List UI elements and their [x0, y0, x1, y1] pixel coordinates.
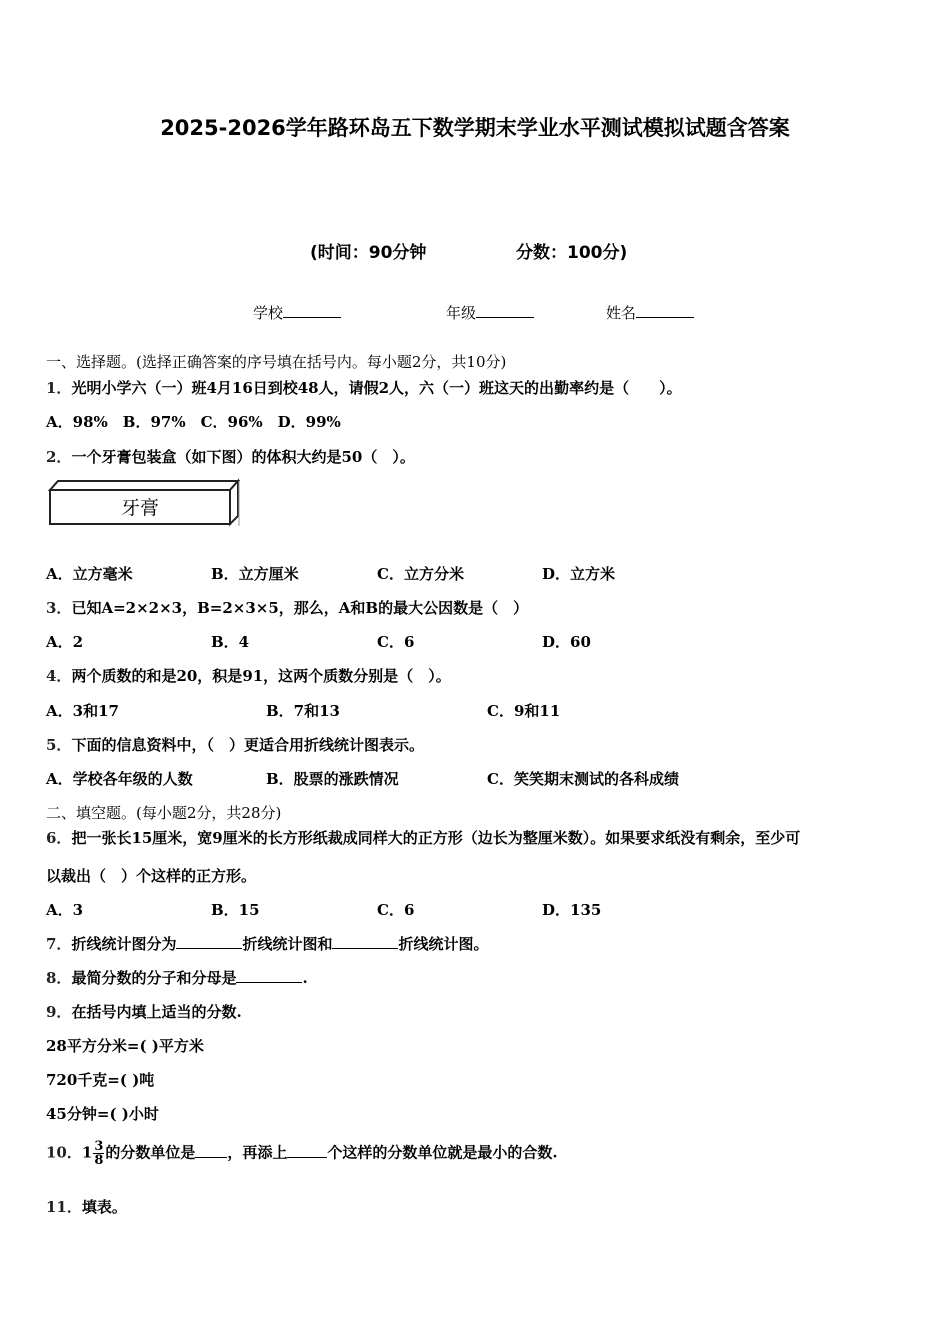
fraction-denominator: 8	[94, 1153, 104, 1168]
question-text: 填表。	[81, 1198, 127, 1216]
question-number: 5．	[46, 736, 72, 754]
question-text: 个这样的分数单位就是最小的合数.	[327, 1143, 558, 1162]
section-choice-heading: 一、选择题。(选择正确答案的序号填在括号内。每小题2分，共10分)	[46, 353, 507, 371]
fraction-numerator: 3	[94, 1139, 104, 1154]
question-6	[46, 827, 800, 848]
answer-blank[interactable]	[195, 1156, 227, 1158]
q6-option-d: D．135	[542, 901, 602, 919]
school-field[interactable]	[253, 302, 341, 323]
question-6-continued: 以裁出（ ）个这样的正方形。	[46, 867, 257, 885]
fraction	[93, 1140, 104, 1167]
question-text: 两个质数的和是20，积是91，这两个质数分别是（ ）。	[71, 667, 451, 685]
name-label: 姓名	[606, 304, 637, 322]
question-number: 1．	[46, 379, 72, 397]
question-number: 7．	[46, 935, 72, 953]
question-text: 已知A=2×2×3，B=2×3×5，那么，A和B的最大公因数是（ ）	[71, 599, 529, 617]
q3-option-b: B．4	[211, 633, 250, 651]
q6-option-b: B．15	[211, 901, 260, 919]
q5-option-a: A．学校各年级的人数	[46, 770, 193, 788]
q5-option-c: C．笑笑期末测试的各科成绩	[487, 770, 679, 788]
q9-line-3: 45分钟=( )小时	[46, 1105, 159, 1123]
answer-blank[interactable]	[176, 947, 242, 949]
time-label: (时间：90分钟	[310, 243, 427, 263]
q9-line-1: 28平方分米=( )平方米	[46, 1037, 204, 1055]
q4-option-b: B．7和13	[266, 702, 340, 720]
question-text: ，再添上	[227, 1143, 288, 1162]
question-number: 3．	[46, 599, 72, 617]
question-1	[46, 377, 682, 398]
question-number: 4．	[46, 667, 72, 685]
question-number: 8．	[46, 969, 72, 987]
question-9	[46, 1001, 242, 1022]
question-text: 下面的信息资料中，（ ）更适合用折线统计图表示。	[71, 736, 424, 754]
question-text: 一个牙膏包装盒（如下图）的体积大约是50（ ）。	[71, 448, 415, 466]
toothpaste-box-figure	[48, 478, 243, 528]
question-text: 折线统计图。	[398, 935, 489, 953]
school-label: 学校	[253, 304, 284, 322]
question-text: 折线统计图分为	[71, 935, 177, 953]
q2-option-a: A．立方毫米	[46, 565, 133, 583]
question-text: 的分数单位是	[105, 1143, 196, 1162]
question-1-options: A．98% B．97% C．96% D．99%	[46, 413, 341, 431]
question-number: 2．	[46, 448, 72, 466]
question-text: 最简分数的分子和分母是	[71, 969, 237, 987]
answer-blank[interactable]	[287, 1156, 327, 1158]
q5-option-b: B．股票的涨跌情况	[266, 770, 399, 788]
question-number: 6．	[46, 829, 72, 847]
q2-option-d: D．立方米	[542, 565, 616, 583]
question-4	[46, 665, 451, 686]
score-label: 分数：100分)	[516, 243, 628, 263]
q4-option-a: A．3和17	[46, 702, 119, 720]
question-text: 折线统计图和	[242, 935, 333, 953]
question-2	[46, 446, 415, 467]
question-11	[46, 1196, 127, 1217]
q2-option-c: C．立方分米	[377, 565, 464, 583]
question-number: 9．	[46, 1003, 72, 1021]
name-field[interactable]	[606, 302, 694, 323]
question-text: .	[302, 969, 308, 987]
q3-option-d: D．60	[542, 633, 591, 651]
question-7	[46, 933, 488, 954]
question-8	[46, 967, 308, 988]
q2-option-b: B．立方厘米	[211, 565, 299, 583]
q3-option-c: C．6	[377, 633, 415, 651]
box-label: 牙膏	[120, 497, 160, 519]
question-text: 光明小学六（一）班4月16日到校48人，请假2人，六（一）班这天的出勤率约是（ ）。	[71, 379, 682, 397]
grade-label: 年级	[446, 304, 477, 322]
question-text: 把一张长15厘米，宽9厘米的长方形纸裁成同样大的正方形（边长为整厘米数）。如果要求纸没有剩余，至少可	[71, 829, 801, 847]
question-10	[46, 1140, 558, 1167]
question-5	[46, 734, 424, 755]
q4-option-c: C．9和11	[487, 702, 561, 720]
q6-option-a: A．3	[46, 901, 84, 919]
question-3	[46, 597, 528, 618]
answer-blank[interactable]	[236, 981, 302, 983]
grade-field[interactable]	[446, 302, 534, 323]
question-number: 11．	[46, 1198, 82, 1216]
question-number: 10．	[46, 1143, 82, 1162]
q9-line-2: 720千克=( )吨	[46, 1071, 155, 1089]
answer-blank[interactable]	[332, 947, 398, 949]
question-text: 在括号内填上适当的分数.	[71, 1003, 242, 1021]
mixed-number-whole: 1	[81, 1143, 93, 1162]
q6-option-c: C．6	[377, 901, 415, 919]
page-title: 2025-2026学年路环岛五下数学期末学业水平测试模拟试题含答案	[160, 116, 790, 140]
q3-option-a: A．2	[46, 633, 84, 651]
section-fill-heading: 二、填空题。(每小题2分，共28分)	[46, 804, 282, 822]
